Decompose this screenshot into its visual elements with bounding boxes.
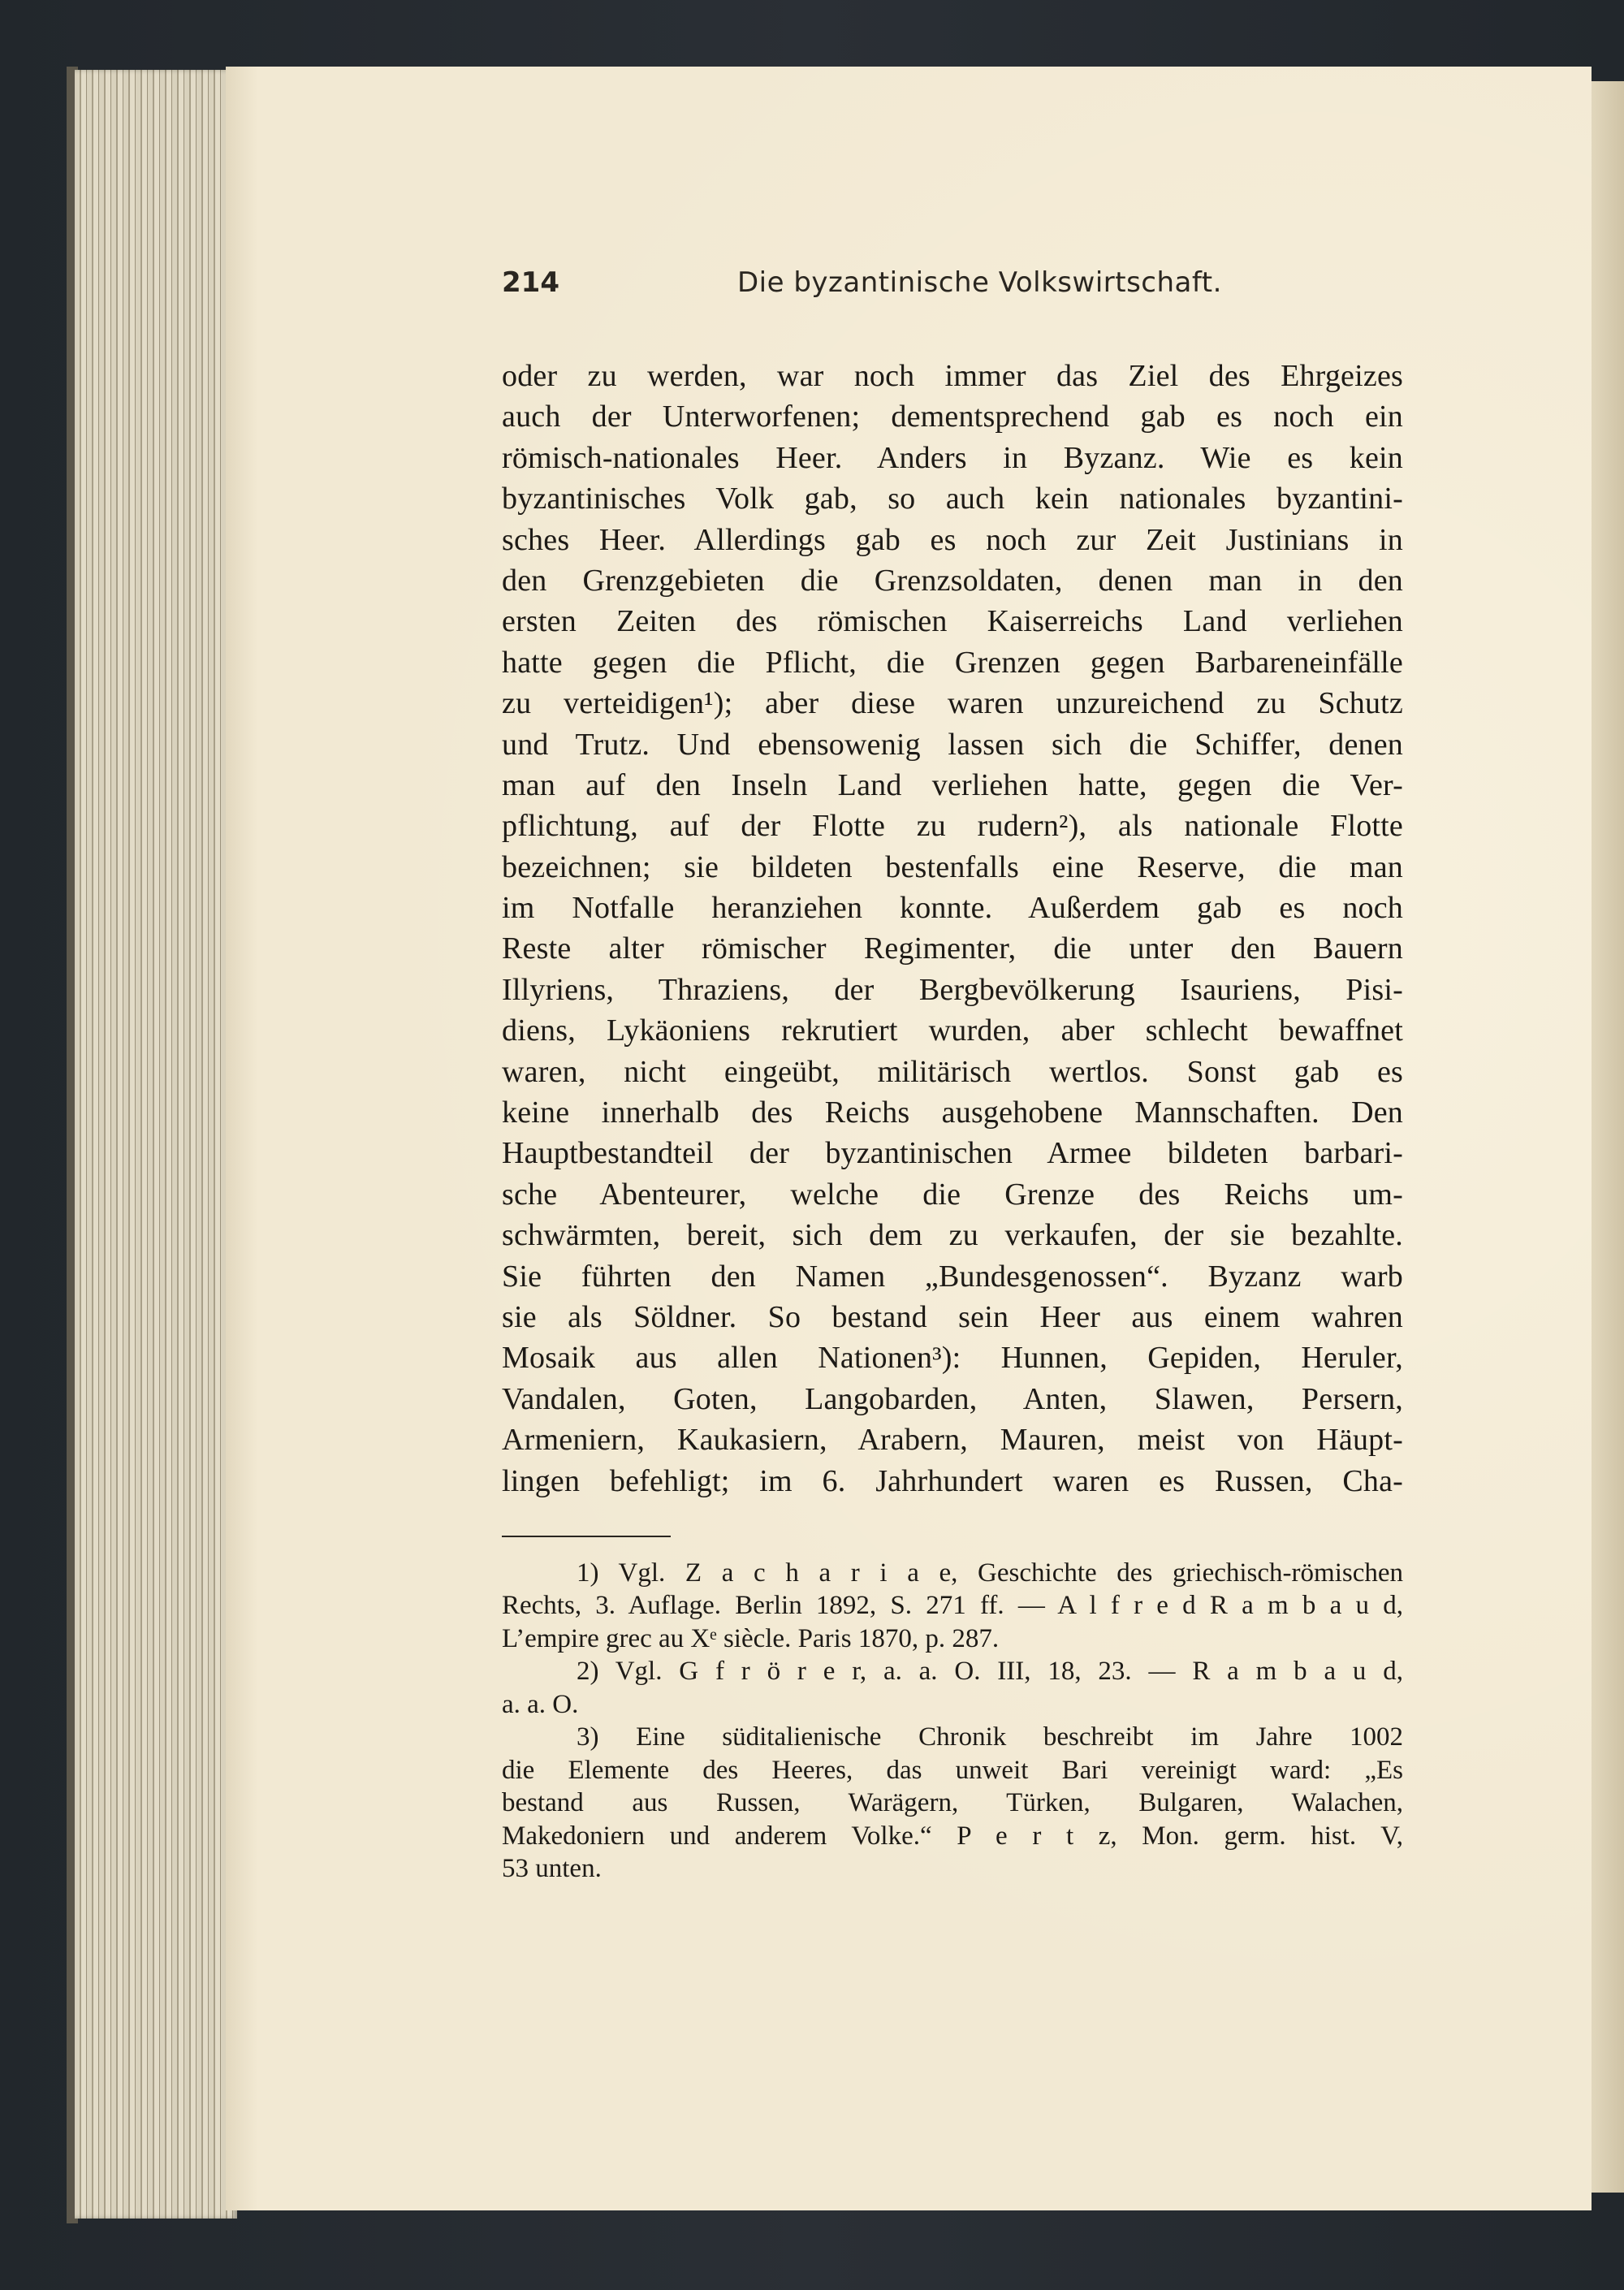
footnote-line: 3) Eine süditalienische Chronik beschreibt im Jahre 1002 [577,1722,1403,1752]
text-line: den Grenzgebieten die Grenzsoldaten, denen man in den [502,563,1403,598]
text-line: hatte gegen die Pflicht, die Grenzen gegen Barbareneinfälle [502,645,1403,680]
page-stack-edges [75,70,237,2219]
text-line: Reste alter römischer Regimenter, die unter den Bauern [502,931,1403,966]
text-line: keine innerhalb des Reichs ausgehobene Mannschaften. Den [502,1095,1403,1130]
footnotes [502,1557,1403,1886]
text-line: lingen befehligt; im 6. Jahrhundert waren es Russen, Cha- [502,1463,1403,1498]
text-line: Illyriens, Thraziens, der Bergbevölkerung Isauriens, Pisi- [502,972,1403,1007]
text-line: sches Heer. Allerdings gab es noch zur Zeit Justinians in [502,522,1403,557]
text-line: Vandalen, Goten, Langobarden, Anten, Slawen, Persern, [502,1381,1403,1416]
page-number: 214 [502,266,559,299]
text-line: zu verteidigen¹); aber diese waren unzureichend zu Schutz [502,686,1403,721]
text-line: Sie führten den Namen „Bundesgenossen“. Byzanz warb [502,1259,1403,1294]
footnote-line: 53 unten. [502,1854,602,1884]
footnote-line: bestand aus Russen, Warägern, Türken, Bulgaren, Walachen, [502,1788,1403,1818]
text-line: ersten Zeiten des römischen Kaiserreichs Land verliehen [502,604,1403,639]
text-line: bezeichnen; sie bildeten bestenfalls eine Reserve, die man [502,849,1403,884]
footnote-line: L’empire grec au Xᵉ siècle. Paris 1870, p. 287. [502,1623,1000,1653]
footnote-line: a. a. O. [502,1689,579,1719]
text-line: römisch-nationales Heer. Anders in Byzanz. Wie es kein [502,440,1403,475]
text-line: byzantinisches Volk gab, so auch kein nationales byzantini- [502,482,1403,516]
footnote-line: 2) Vgl. G f r ö r e r, a. a. O. III, 18, 23. — R a m b a u d, [577,1657,1403,1687]
running-title: Die byzantinische Volkswirtschaft. [737,266,1222,299]
text-line: schwärmten, bereit, sich dem zu verkaufen, der sie bezahlte. [502,1218,1403,1253]
text-line: Hauptbestandteil der byzantinischen Armee bildeten barbari- [502,1136,1403,1171]
text-line: man auf den Inseln Land verliehen hatte, gegen die Ver- [502,767,1403,802]
footnote-line: Rechts, 3. Auflage. Berlin 1892, S. 271 ff. — A l f r e d R a m b a u d, [502,1591,1403,1621]
text-line: Mosaik aus allen Nationen³): Hunnen, Gepiden, Heruler, [502,1341,1403,1376]
text-line: sie als Söldner. So bestand sein Heer aus einem wahren [502,1299,1403,1334]
running-head [502,260,1403,309]
page-text-block [502,260,1403,1886]
text-line: pflichtung, auf der Flotte zu rudern²), als nationale Flotte [502,809,1403,844]
footnote-line: 1) Vgl. Z a c h a r i a e, Geschichte des griechisch-römischen [577,1558,1403,1588]
footnote-line: Makedoniern und anderem Volke.“ P e r t z, Mon. germ. hist. V, [502,1821,1403,1851]
text-line: und Trutz. Und ebensowenig lassen sich die Schiffer, denen [502,727,1403,762]
text-line: diens, Lykäoniens rekrutiert wurden, aber schlecht bewaffnet [502,1013,1403,1048]
text-line: im Notfalle heranziehen konnte. Außerdem gab es noch [502,891,1403,926]
text-line: auch der Unterworfenen; dementsprechend gab es noch ein [502,400,1403,434]
text-line: Armeniern, Kaukasiern, Arabern, Mauren, meist von Häupt- [502,1423,1403,1458]
footnote-rule [502,1536,671,1537]
footnote-line: die Elemente des Heeres, das unweit Bari vereinigt ward: „Es [502,1755,1403,1785]
text-line: oder zu werden, war noch immer das Ziel des Ehrgeizes [502,359,1403,393]
body-text [502,356,1403,1501]
text-line: sche Abenteurer, welche die Grenze des Reichs um- [502,1177,1403,1212]
text-line: waren, nicht eingeübt, militärisch wertlos. Sonst gab es [502,1054,1403,1089]
